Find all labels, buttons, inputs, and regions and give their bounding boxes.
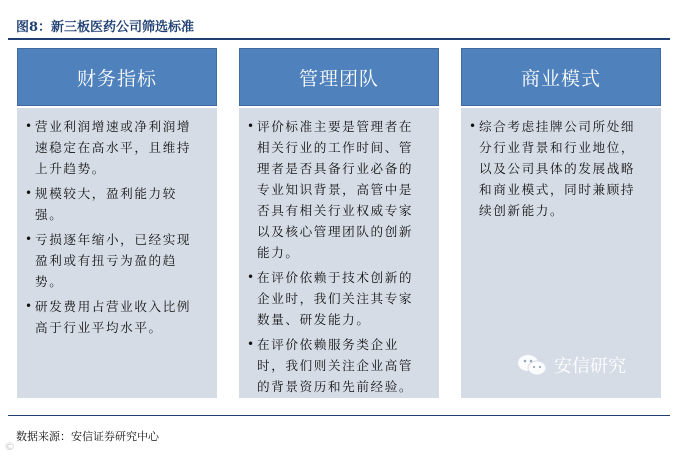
column-body [239,108,439,398]
column-business-model [461,48,661,398]
bullet-text: 亏损逐年缩小，已经实现盈利或有扭亏为盈的趋势。 [35,232,192,289]
source-note: 数据来源：安信证券研究中心 [16,430,159,443]
bullet-text: 在评价依赖于技术创新的企业时，我们关注其专家数量、研发能力。 [257,270,414,327]
corner-watermark-icon: © [4,440,15,453]
watermark-text: 安信研究 [554,356,626,377]
bullet-item [247,267,427,330]
bullet-dot-icon: • [247,119,255,133]
bullet-dot-icon: • [247,337,255,351]
bullet-item [247,116,427,263]
bullet-dot-icon: • [25,299,33,313]
bullet-item [247,334,427,397]
title-bar [8,14,670,40]
column-header: 管理团队 [239,48,439,106]
bullet-item [25,296,205,338]
bullet-dot-icon: • [247,270,255,284]
bullet-item [25,116,205,179]
bullet-text: 综合考虑挂牌公司所处细分行业背景和行业地位，以及公司具体的发展战略和商业模式，同时兼顾持续创新能力。 [479,119,636,218]
bullet-dot-icon: • [25,232,33,246]
figure-title: 图8：新三板医药公司筛选标准 [16,20,195,35]
bullet-item [469,116,649,221]
column-financial [17,48,217,398]
footer-rule [8,415,670,416]
column-header: 财务指标 [17,48,217,106]
bullet-text: 营业利润增速或净利润增速稳定在高水平，且维持上升趋势。 [35,119,192,176]
bullet-text: 在评价依赖服务类企业时，我们则关注企业高管的背景资历和先前经验。 [257,337,414,394]
bullet-text: 评价标准主要是管理者在相关行业的工作时间、管理者是否具备行业必备的专业知识背景，高管中是否具有相关行业权威专家以及核心管理团队的创新能力。 [257,119,414,260]
watermark [516,352,626,378]
wechat-icon [516,353,548,377]
bullet-dot-icon: • [25,186,33,200]
column-header: 商业模式 [461,48,661,106]
column-management [239,48,439,398]
bullet-text: 规模较大，盈利能力较强。 [35,186,177,222]
bullet-dot-icon: • [469,119,477,133]
bullet-item [25,183,205,225]
bullet-dot-icon: • [25,119,33,133]
bullet-item [25,229,205,292]
column-body [17,108,217,398]
bullet-text: 研发费用占营业收入比例高于行业平均水平。 [35,299,192,335]
